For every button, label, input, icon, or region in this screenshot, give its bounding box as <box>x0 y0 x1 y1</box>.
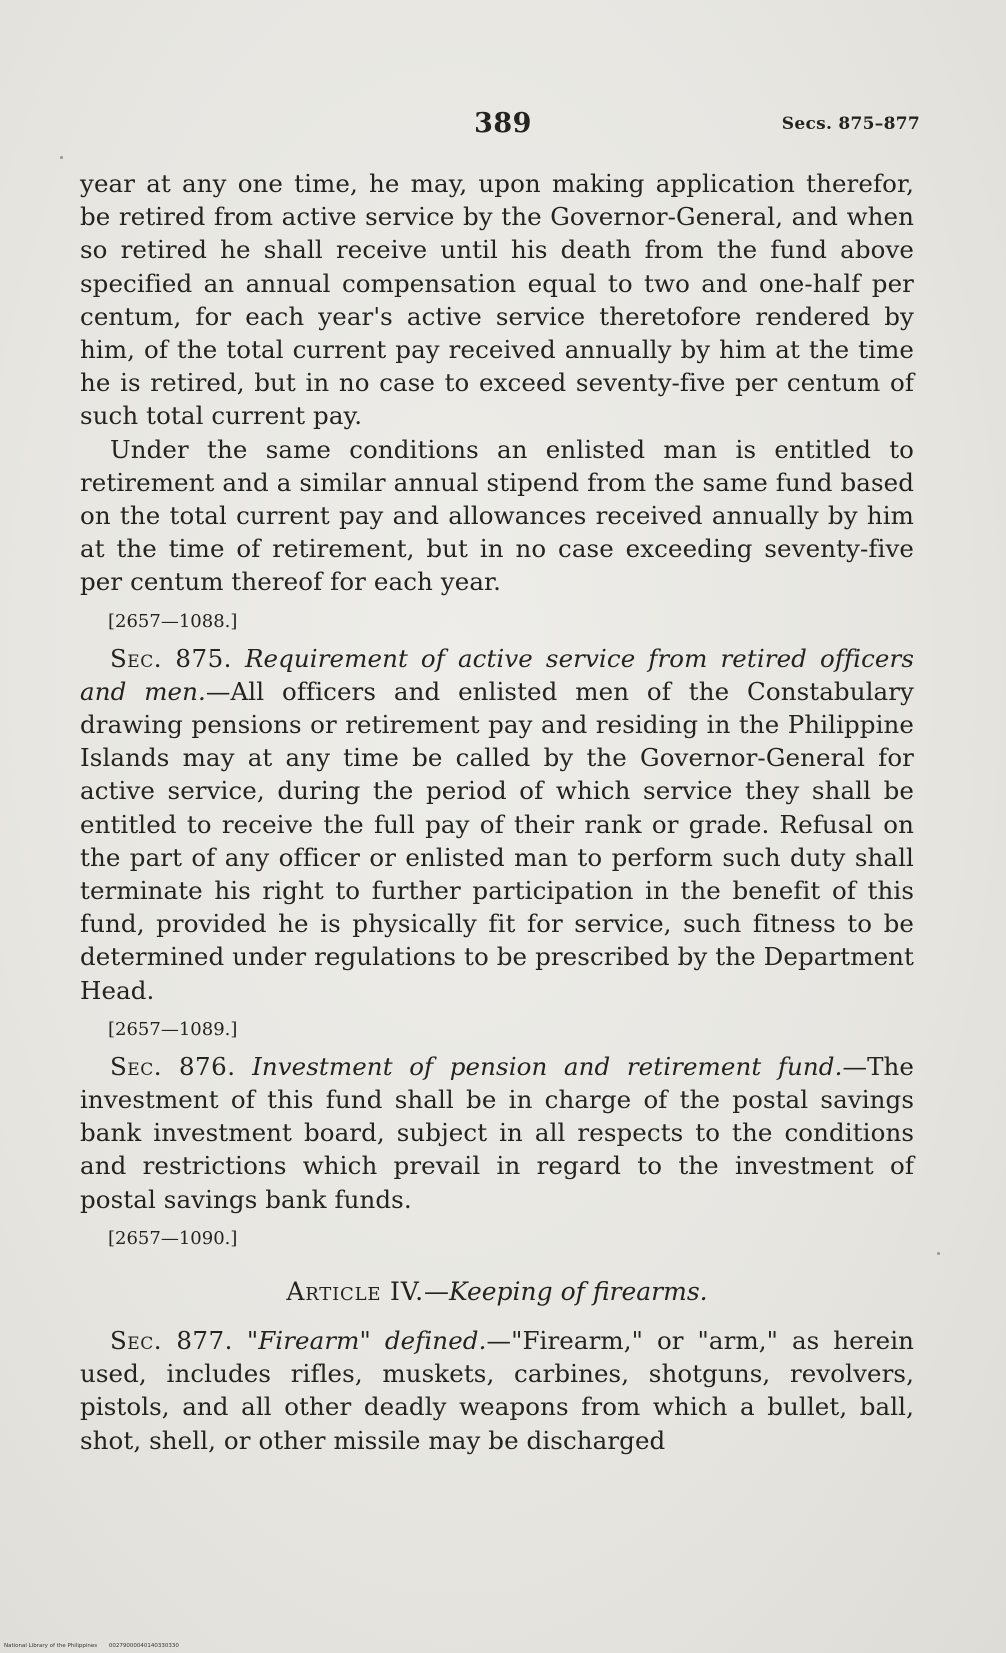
section-title: Investment of pension and retirement fund. <box>252 1051 843 1081</box>
paper-speck <box>60 156 63 159</box>
section-dash: — <box>205 676 231 706</box>
section-title: "Firearm" defined. <box>246 1325 487 1355</box>
paragraph-continued: year at any one time, he may, upon making application therefor, be retired from active service by the Governor-General, and when so retired he shall receive until his death from the fund above specified an annual compensation equal to two and one-half per centum, for each year's active service theretofore rendered by him, of the total current pay received annually by him at the time he is retired, but in no case to exceed seventy-five per centum of such total current pay. <box>80 169 914 431</box>
section-text: "Firearm," or "arm," as herein used, includes rifles, muskets, carbines, shotguns, revolvers, pistols, and all other deadly weapons from which a bullet, ball, shot, shell, or other missile may be discharged <box>80 1325 915 1455</box>
section-label: Sec. 876. <box>110 1051 236 1081</box>
footer-library: National Library of the Philippines <box>4 1643 98 1649</box>
footer-code: 00279000040140330330 <box>108 1643 179 1649</box>
section-label: Sec. 877. <box>110 1325 233 1355</box>
section-range-header: Secs. 875–877 <box>781 114 920 134</box>
page-number: 389 <box>474 108 532 139</box>
citation: [2657—1088.] <box>108 610 238 632</box>
citation: [2657—1089.] <box>108 1018 238 1040</box>
paper-speck <box>937 1252 940 1255</box>
section-title: Requirement of active service from retired officers and men. <box>80 643 915 706</box>
page-body <box>80 167 914 1457</box>
article-heading <box>80 1275 914 1308</box>
paragraph-enlisted-retirement: Under the same conditions an enlisted man is entitled to retirement and a similar annual stipend from the same fund based on the total current pay and allowances received annually by him at the time of retirement, but in no case exceeding seventy-five per centum thereof for each year. <box>80 434 914 597</box>
article-label: Article IV. <box>286 1276 424 1306</box>
citation: [2657—1090.] <box>108 1227 238 1249</box>
section-875 <box>80 642 914 1007</box>
section-877 <box>80 1324 914 1457</box>
section-dash: — <box>842 1051 868 1081</box>
article-dash: — <box>423 1276 449 1306</box>
section-text: All officers and enlisted men of the Constabulary drawing pensions or retirement pay and residing in the Philippine Islands may at any time be called by the Governor-General for active service, during the period of which service they shall be entitled to receive the full pay of their rank or grade. Refusal on the part of any officer or enlisted man to perform such duty shall terminate his right to further participation in the benefit of this fund, provided he is physically fit for service, such fitness to be determined under regulations to be prescribed by the Department Head. <box>80 676 914 1005</box>
article-title: Keeping of firearms. <box>448 1276 708 1306</box>
section-text: The investment of this fund shall be in charge of the postal savings bank investment board, subject in all respects to the conditions and restrictions which prevail in regard to the investment of postal savings bank funds. <box>80 1051 914 1214</box>
section-dash: — <box>486 1325 512 1355</box>
section-label: Sec. 875. <box>110 643 232 673</box>
section-876 <box>80 1050 914 1216</box>
scan-footer <box>4 1643 189 1649</box>
